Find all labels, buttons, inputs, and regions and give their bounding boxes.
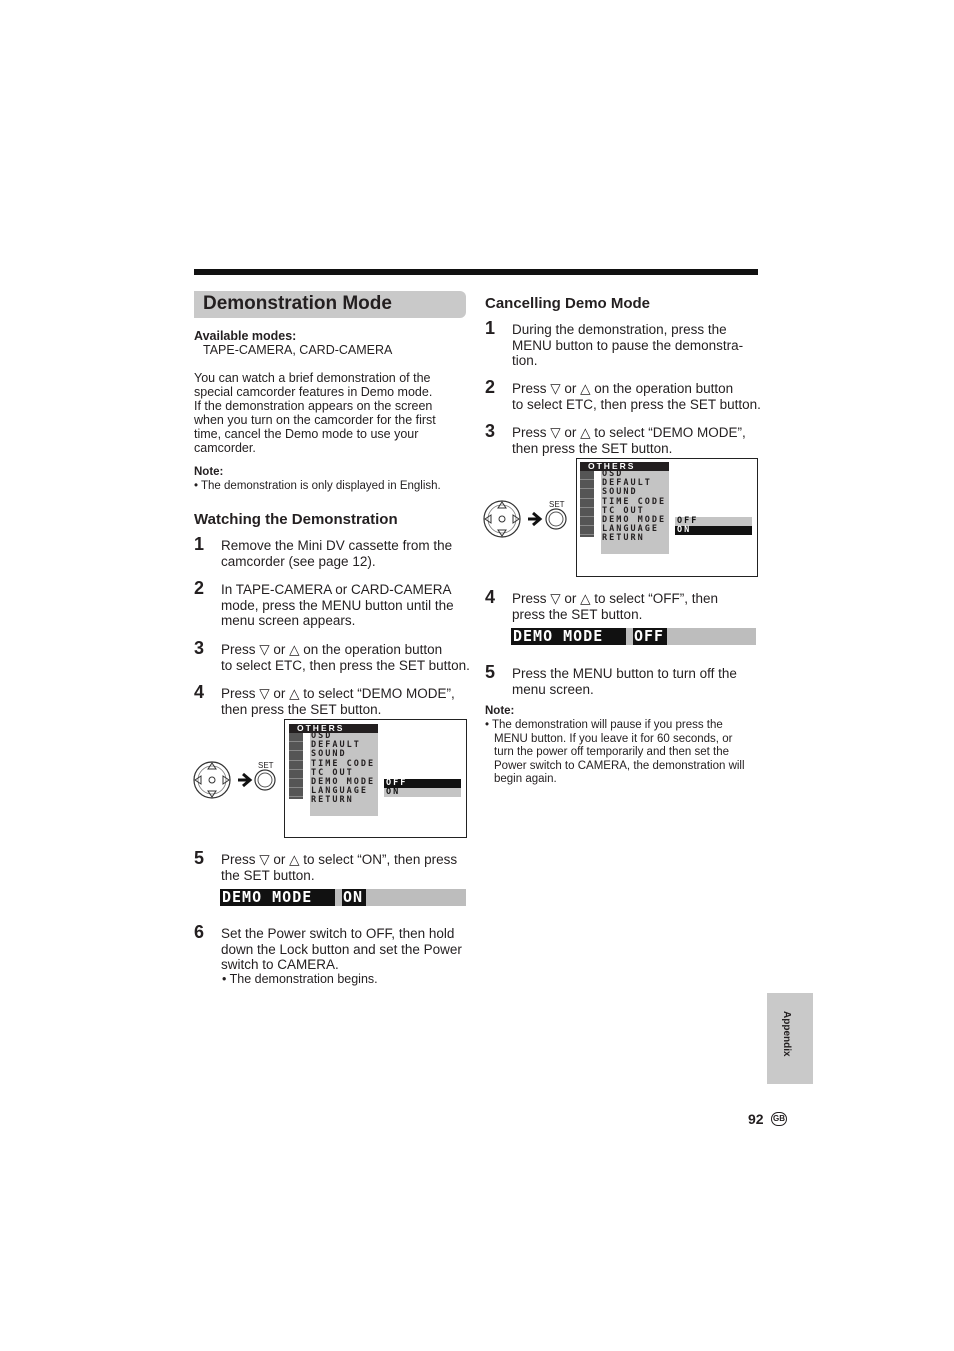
menu-option-off: OFF — [384, 779, 461, 788]
step-number: 4 — [194, 682, 205, 702]
step-number: 1 — [194, 534, 205, 554]
operation-button-illustration-2 — [482, 487, 572, 551]
menu-screen-2 — [576, 458, 758, 577]
menu-icon-column — [580, 471, 594, 537]
menu-item: SOUND — [311, 749, 347, 760]
intro-paragraph: You can watch a brief demonstration of the special camcorder features in Demo mode. If the demonstration appears on the screen when you turn on the camcorder for the first time, cancel the Demo mode to use your camcorder. — [194, 371, 436, 455]
step-text: Press ▽ or △ on the operation button to select ETC, then press the SET button. — [221, 642, 470, 673]
region-badge: GB — [771, 1112, 787, 1126]
menu-item: TIME CODE — [602, 496, 667, 507]
menu-item: LANGUAGE — [311, 786, 368, 797]
step-text: Press ▽ or △ to select “OFF”, then press the SET button. — [512, 591, 719, 622]
note-label: Note: — [485, 705, 515, 717]
menu-item: TC OUT — [311, 767, 354, 778]
top-rule — [194, 269, 758, 275]
menu-header: OTHERS — [289, 724, 378, 733]
section-title: Demonstration Mode — [203, 293, 392, 314]
menu-item: DEMO MODE — [311, 776, 376, 787]
menu-header: OTHERS — [580, 462, 669, 471]
step-number: 4 — [485, 587, 496, 607]
step-text: Press ▽ or △ on the operation button to select ETC, then press the SET button. — [512, 381, 761, 412]
step-text: Set the Power switch to OFF, then hold down the Lock button and set the Power switch to CAMERA. — [221, 926, 462, 972]
step-text: In TAPE-CAMERA or CARD-CAMERA mode, press the MENU button until the menu screen appears. — [221, 582, 454, 628]
step-number: 5 — [485, 662, 496, 682]
note-label: Note: — [194, 466, 224, 478]
page-number: 92 — [748, 1111, 764, 1127]
step-number: 2 — [485, 377, 496, 397]
note-text: • The demonstration is only displayed in English. — [194, 480, 441, 492]
menu-option-off: OFF — [675, 517, 752, 526]
menu-option-on: ON — [384, 788, 461, 797]
step-text: Press the MENU button to turn off the menu screen. — [512, 666, 737, 697]
step-text: Press ▽ or △ to select “DEMO MODE”, then press the SET button. — [512, 425, 746, 456]
demo-mode-bar-on — [220, 889, 466, 906]
menu-item: TIME CODE — [311, 758, 376, 769]
menu-item: TC OUT — [602, 505, 645, 516]
section-title-band — [194, 291, 466, 318]
step-number: 2 — [194, 578, 205, 598]
appendix-tab-label: Appendix — [781, 1011, 792, 1057]
demo-mode-label: DEMO MODE — [511, 628, 626, 645]
watching-heading: Watching the Demonstration — [194, 511, 398, 528]
menu-screen — [284, 719, 467, 838]
available-modes-value: TAPE-CAMERA, CARD-CAMERA — [203, 343, 393, 357]
menu-item: RETURN — [602, 533, 645, 544]
step-number: 6 — [194, 922, 205, 942]
step-number: 5 — [194, 848, 205, 868]
menu-item: DEFAULT — [311, 740, 361, 751]
step-text: Press ▽ or △ to select “ON”, then press the SET button. — [221, 852, 458, 883]
cancelling-heading: Cancelling Demo Mode — [485, 295, 651, 312]
step-number: 3 — [485, 421, 496, 441]
menu-list — [311, 732, 375, 806]
menu-option-on: ON — [675, 526, 752, 535]
menu-item: DEFAULT — [602, 478, 652, 489]
available-modes-label: Available modes: — [194, 329, 297, 343]
menu-item: SOUND — [602, 487, 638, 498]
step-number: 1 — [485, 318, 496, 338]
set-label: SET — [549, 500, 565, 509]
demo-mode-value: ON — [342, 889, 366, 906]
menu-item: LANGUAGE — [602, 524, 659, 535]
menu-item: OSD — [311, 731, 333, 741]
menu-list — [602, 470, 666, 544]
appendix-tab — [767, 993, 813, 1084]
step-number: 3 — [194, 638, 205, 658]
menu-item: RETURN — [311, 795, 354, 806]
demo-mode-value: OFF — [633, 628, 667, 645]
note-text: • The demonstration will pause if you press the MENU button. If you leave it for 60 seconds, or turn the power off temporarily and then set the Power switch to CAMERA, the demonstration will begin again. — [485, 719, 745, 785]
menu-icon-column — [289, 733, 303, 799]
set-label: SET — [258, 761, 274, 770]
demo-mode-label: DEMO MODE — [220, 889, 335, 906]
demo-mode-bar-off — [511, 628, 756, 645]
step-text: Press ▽ or △ to select “DEMO MODE”, then press the SET button. — [221, 686, 455, 717]
operation-button-illustration — [192, 748, 282, 812]
menu-item: OSD — [602, 469, 624, 479]
step6-bullet: • The demonstration begins. — [222, 972, 378, 986]
step-text: Remove the Mini DV cassette from the camcorder (see page 12). — [221, 538, 453, 569]
menu-item: DEMO MODE — [602, 514, 667, 525]
step-text: During the demonstration, press the MENU button to pause the demonstra- tion. — [512, 322, 744, 368]
